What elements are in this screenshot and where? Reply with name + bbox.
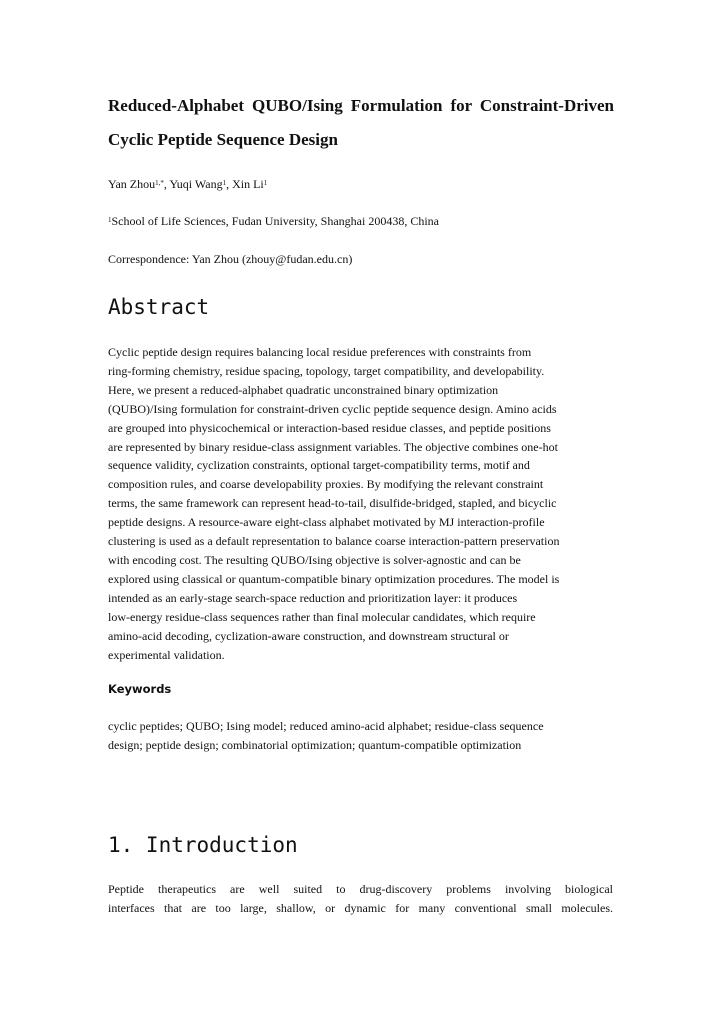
abstract-line: intended as an early-stage search-space reduction and prioritization layer: it produces (108, 590, 518, 605)
introduction-heading: 1. Introduction (108, 833, 298, 857)
abstract-line: ring-forming chemistry, residue spacing, topology, target compatibility, and developability. (108, 363, 545, 378)
abstract-line: amino-acid decoding, cyclization-aware construction, and downstream structural or (108, 628, 509, 643)
abstract-line: Cyclic peptide design requires balancing local residue preferences with constraints from (108, 345, 532, 359)
keywords-line: design; peptide design; combinatorial optimization; quantum-compatible optimization (108, 738, 522, 752)
title-line: Cyclic Peptide Sequence Design (108, 130, 338, 149)
keywords-heading: Keywords (108, 682, 172, 696)
author-name: Xin Li (232, 177, 264, 191)
abstract-body (108, 343, 613, 664)
abstract-line: peptide designs. A resource-aware eight-class alphabet motivated by MJ interaction-profile (108, 515, 545, 530)
abstract-line: composition rules, and coarse developability proxies. By modifying the relevant constraint (108, 477, 544, 492)
abstract-line: terms, the same framework can represent head-to-tail, disulfide-bridged, stapled, and bicyclic (108, 496, 557, 511)
author-separator: , (163, 177, 170, 191)
abstract-line: clustering is used as a default representation to balance coarse interaction-pattern preservation (108, 534, 560, 549)
abstract-line: are grouped into physicochemical or interaction-based residue classes, and peptide positions (108, 420, 551, 435)
abstract-line: low-energy residue-class sequences rather than final molecular candidates, which require (108, 609, 536, 624)
keywords-body (108, 717, 613, 755)
affiliation-text: School of Life Sciences, Fudan University, Shanghai 200438, China (111, 214, 440, 228)
introduction-line: interfaces that are too large, shallow, or dynamic for many conventional small molecules. (108, 901, 613, 915)
author-name: Yan Zhou (108, 177, 156, 191)
author-affiliation-mark: 1,* (155, 179, 164, 187)
keywords-line: cyclic peptides; QUBO; Ising model; reduced amino-acid alphabet; residue-class sequence (108, 719, 544, 733)
abstract-line: are represented by binary residue-class assignment variables. The objective combines one-hot (108, 439, 558, 454)
title-line: Reduced-Alphabet QUBO/Ising Formulation for Constraint-Driven (108, 96, 614, 115)
author-list (108, 176, 267, 192)
author-affiliation-mark: 1 (263, 179, 268, 187)
abstract-line: explored using classical or quantum-compatible binary optimization procedures. The model is (108, 571, 560, 586)
abstract-line: (QUBO)/Ising formulation for constraint-driven cyclic peptide sequence design. Amino acids (108, 401, 557, 416)
correspondence: Correspondence: Yan Zhou (zhouy@fudan.edu.cn) (108, 252, 353, 266)
introduction-body (108, 880, 613, 918)
introduction-line: Peptide therapeutics are well suited to drug-discovery problems involving biological (108, 882, 613, 896)
author-name: Yuqi Wang (169, 177, 223, 191)
abstract-line: experimental validation. (108, 647, 225, 662)
affiliation-mark: 1 (108, 216, 112, 224)
abstract-heading: Abstract (108, 295, 210, 319)
author-separator: , (226, 177, 233, 191)
abstract-line: Here, we present a reduced-alphabet quadratic unconstrained binary optimization (108, 382, 499, 397)
abstract-line: with encoding cost. The resulting QUBO/Ising objective is solver-agnostic and can be (108, 552, 521, 567)
paper-title (108, 89, 614, 157)
affiliation (108, 213, 439, 229)
abstract-line: sequence validity, cyclization constraints, optional target-compatibility terms, motif and (108, 458, 530, 473)
author-affiliation-mark: 1 (222, 179, 227, 187)
